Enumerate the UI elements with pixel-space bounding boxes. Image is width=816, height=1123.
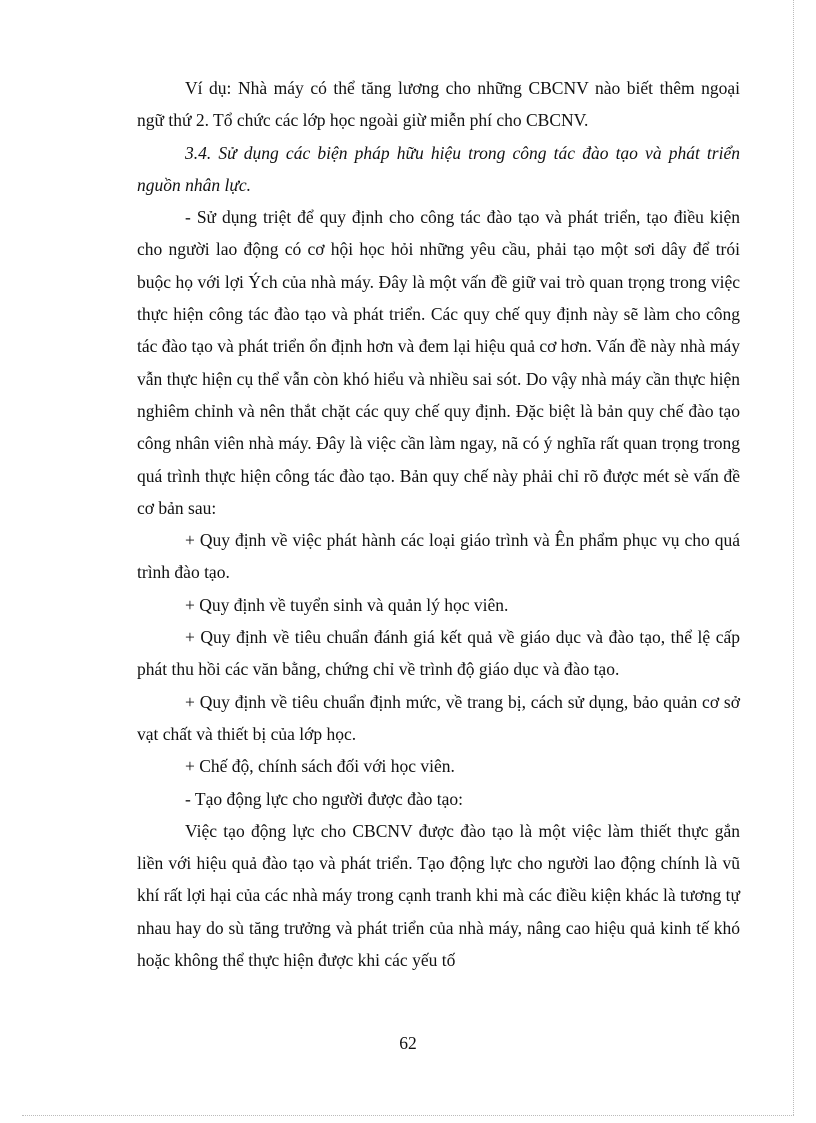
paragraph-example: Ví dụ: Nhà máy có thể tăng lương cho những CBCNV nào biết thêm ngoại ngữ thứ 2. Tổ chức các lớp học ngoài giừ miễn phí cho CBCNV. xyxy=(137,78,740,131)
list-item-curriculum: + Quy định về việc phát hành các loại giáo trình và Ên phẩm phục vụ cho quá trình đào tạo. xyxy=(137,530,740,583)
page-bottom-border xyxy=(22,1115,794,1116)
section-heading-3-4: 3.4. Sử dụng các biện pháp hữu hiệu trong công tác đào tạo và phát triển nguồn nhân lực. xyxy=(137,142,740,195)
list-item-enrollment: + Quy định về tuyển sinh và quản lý học viên. xyxy=(185,594,509,615)
paragraph-regulations: - Sử dụng triệt để quy định cho công tác đào tạo và phát triển, tạo điều kiện cho người lao động có cơ hội học hỏi những yêu cầu, phải tạo một sơi dây để trói buộc họ với lợi Ých của nhà máy. Đây là một vấn đề giữ vai trò quan trọng trong việc thực hiện công tác đào tạo và phát triển. Các quy chế quy định này sẽ làm cho công tác đào tạo và phát triển ổn định hơn và đem lại hiệu quả cơ hơn. Vấn đề này nhà máy vẫn thực hiện cụ thể vẫn còn khó hiểu và nhiều sai sót. Do vậy nhà máy cần thực hiện nghiêm chỉnh và nên thắt chặt các quy chế quy định. Đặc biệt là bản quy chế đào tạo công nhân viên nhà máy. Đây là việc cần làm ngay, nã có ý nghĩa rất quan trọng trong quá trình thực hiện công tác đào tạo. Bản quy chế này phải chỉ rõ được mét sè vấn đề cơ bản sau: xyxy=(137,207,740,518)
page-right-border xyxy=(793,0,794,1115)
page-number: 62 xyxy=(399,1033,417,1053)
paragraph-motivation-heading: - Tạo động lực cho người được đào tạo: xyxy=(185,788,463,809)
list-item-facilities: + Quy định về tiêu chuẩn định mức, về trang bị, cách sử dụng, bảo quản cơ sở vạt chất và thiết bị của lớp học. xyxy=(137,691,740,744)
list-item-evaluation: + Quy định về tiêu chuẩn đánh giá kết quả về giáo dục và đào tạo, thể lệ cấp phát thu hồi các văn bằng, chứng chỉ về trình độ giáo dục và đào tạo. xyxy=(137,627,740,680)
paragraph-motivation: Việc tạo động lực cho CBCNV được đào tạo là một việc làm thiết thực gắn liền với hiệu quả đào tạo và phát triển. Tạo động lực cho người lao động chính là vũ khí rất lợi hại của các nhà máy trong cạnh tranh khi mà các điều kiện khác là tương tự nhau hay do sù tăng trưởng và phát triển của nhà máy, nâng cao hiệu quả kinh tế khó hoặc không thể thực hiện được khi các yếu tố xyxy=(137,820,740,971)
body-text xyxy=(137,72,740,976)
list-item-policies: + Chế độ, chính sách đối với học viên. xyxy=(185,756,455,777)
